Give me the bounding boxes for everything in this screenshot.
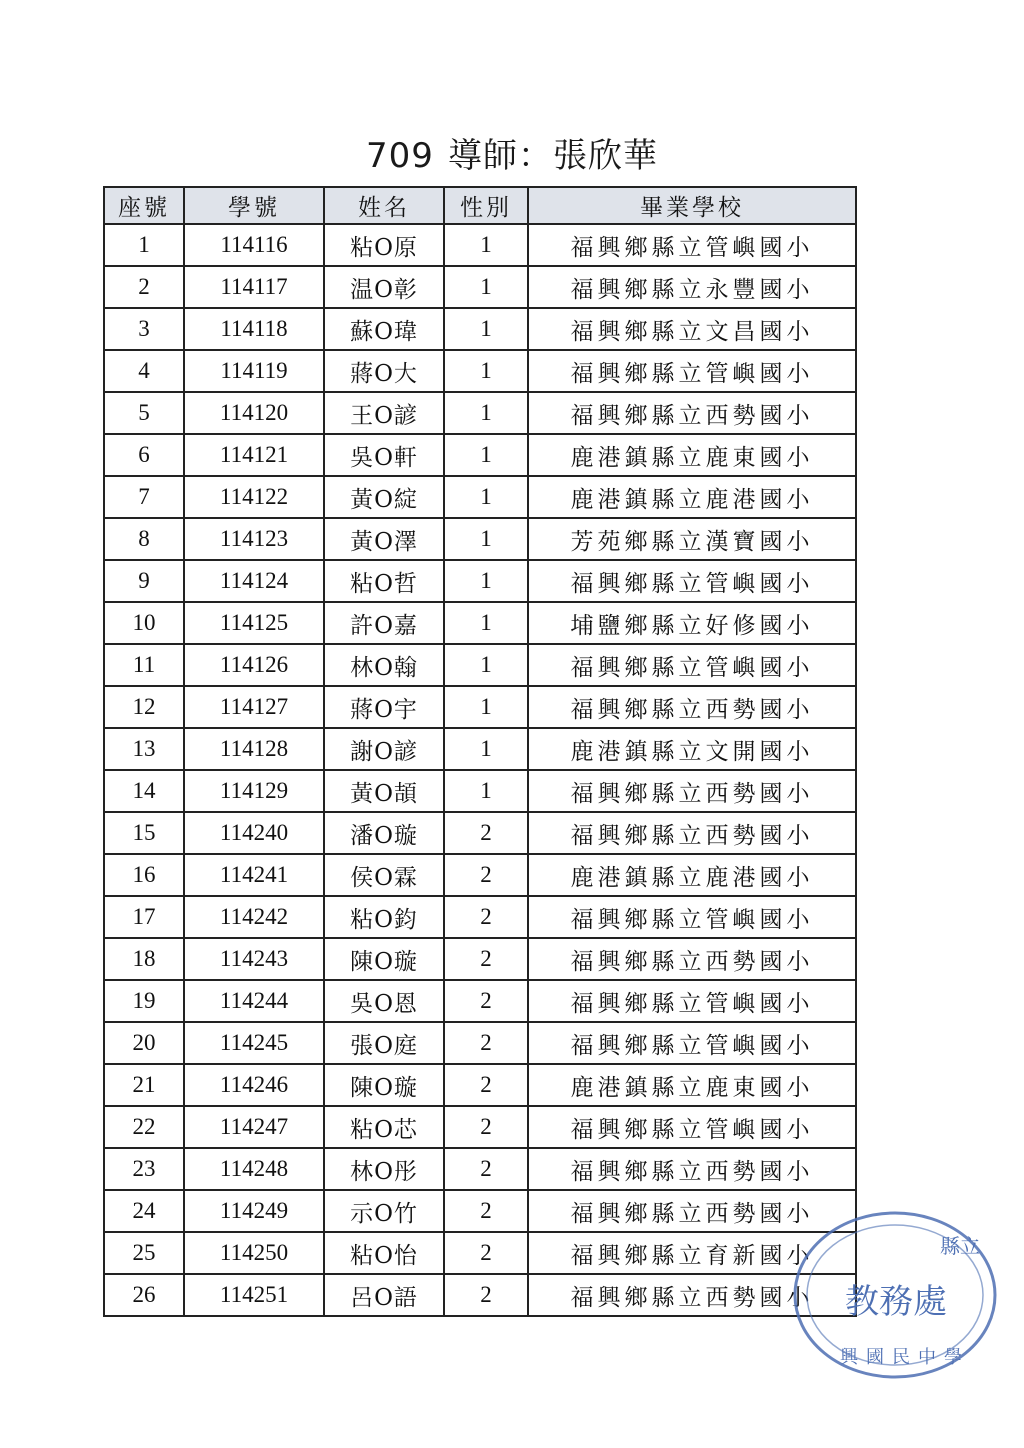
seat-number-cell: 1 (104, 224, 184, 266)
table-row (104, 560, 856, 602)
seat-number-cell: 7 (104, 476, 184, 518)
seat-number-cell: 6 (104, 434, 184, 476)
student-name-cell: 王O諺 (324, 392, 444, 434)
stamp-ring-text: 興國民中學 (840, 1347, 970, 1368)
seat-number-cell: 14 (104, 770, 184, 812)
seat-number-cell: 22 (104, 1106, 184, 1148)
table-row (104, 1106, 856, 1148)
table-row (104, 1064, 856, 1106)
seat-number-cell: 16 (104, 854, 184, 896)
gender-cell: 1 (444, 224, 528, 266)
column-header-gender: 性別 (444, 187, 528, 224)
graduated-school-cell: 福興鄉縣立管嶼國小 (528, 350, 856, 392)
seat-number-cell: 5 (104, 392, 184, 434)
student-id-cell: 114123 (184, 518, 324, 560)
table-row (104, 1148, 856, 1190)
stamp-office-text: 教務處 (845, 1282, 947, 1322)
seat-number-cell: 13 (104, 728, 184, 770)
student-name-cell: 蔣O大 (324, 350, 444, 392)
graduated-school-cell: 鹿港鎮縣立鹿東國小 (528, 434, 856, 476)
gender-cell: 1 (444, 308, 528, 350)
student-name-cell: 粘O鈞 (324, 896, 444, 938)
student-name-cell: 粘O怡 (324, 1232, 444, 1274)
graduated-school-cell: 鹿港鎮縣立鹿東國小 (528, 1064, 856, 1106)
gender-cell: 2 (444, 1190, 528, 1232)
table-row (104, 770, 856, 812)
graduated-school-cell: 芳苑鄉縣立漢寶國小 (528, 518, 856, 560)
seat-number-cell: 3 (104, 308, 184, 350)
teacher-label: 導師： (447, 136, 553, 176)
student-name-cell: 林O翰 (324, 644, 444, 686)
graduated-school-cell: 福興鄉縣立管嶼國小 (528, 980, 856, 1022)
graduated-school-cell: 福興鄉縣立育新國小 (528, 1232, 856, 1274)
seat-number-cell: 4 (104, 350, 184, 392)
table-row (104, 980, 856, 1022)
student-name-cell: 張O庭 (324, 1022, 444, 1064)
student-id-cell: 114125 (184, 602, 324, 644)
graduated-school-cell: 福興鄉縣立西勢國小 (528, 812, 856, 854)
student-name-cell: 潘O璇 (324, 812, 444, 854)
graduated-school-cell: 福興鄉縣立西勢國小 (528, 770, 856, 812)
gender-cell: 1 (444, 434, 528, 476)
seat-number-cell: 20 (104, 1022, 184, 1064)
table-row (104, 644, 856, 686)
gender-cell: 2 (444, 1106, 528, 1148)
student-id-cell: 114248 (184, 1148, 324, 1190)
gender-cell: 1 (444, 476, 528, 518)
table-row (104, 476, 856, 518)
seat-number-cell: 15 (104, 812, 184, 854)
student-id-cell: 114122 (184, 476, 324, 518)
school-seal-stamp (790, 1205, 1000, 1383)
gender-cell: 2 (444, 812, 528, 854)
seat-number-cell: 21 (104, 1064, 184, 1106)
table-row (104, 308, 856, 350)
table-row (104, 938, 856, 980)
graduated-school-cell: 福興鄉縣立西勢國小 (528, 1190, 856, 1232)
table-row (104, 686, 856, 728)
student-id-cell: 114246 (184, 1064, 324, 1106)
table-body (104, 224, 856, 1316)
teacher-name: 張欣華 (552, 136, 658, 176)
table-row (104, 434, 856, 476)
graduated-school-cell: 埔鹽鄉縣立好修國小 (528, 602, 856, 644)
graduated-school-cell: 福興鄉縣立管嶼國小 (528, 560, 856, 602)
gender-cell: 1 (444, 350, 528, 392)
student-id-cell: 114240 (184, 812, 324, 854)
graduated-school-cell: 福興鄉縣立西勢國小 (528, 938, 856, 980)
graduated-school-cell: 福興鄉縣立永豐國小 (528, 266, 856, 308)
table-row (104, 518, 856, 560)
table-row (104, 392, 856, 434)
student-id-cell: 114127 (184, 686, 324, 728)
stamp-top-text: 縣立 (940, 1234, 980, 1258)
table-row (104, 1022, 856, 1064)
student-id-cell: 114116 (184, 224, 324, 266)
seat-number-cell: 25 (104, 1232, 184, 1274)
gender-cell: 2 (444, 854, 528, 896)
table-row (104, 728, 856, 770)
table-header-row (104, 187, 856, 224)
graduated-school-cell: 福興鄉縣立西勢國小 (528, 1274, 856, 1316)
student-name-cell: 呂O語 (324, 1274, 444, 1316)
table-row (104, 350, 856, 392)
gender-cell: 1 (444, 560, 528, 602)
gender-cell: 1 (444, 266, 528, 308)
student-id-cell: 114120 (184, 392, 324, 434)
gender-cell: 1 (444, 602, 528, 644)
graduated-school-cell: 福興鄉縣立西勢國小 (528, 1148, 856, 1190)
student-id-cell: 114251 (184, 1274, 324, 1316)
seat-number-cell: 26 (104, 1274, 184, 1316)
table-row (104, 1190, 856, 1232)
gender-cell: 1 (444, 770, 528, 812)
column-header-name: 姓名 (324, 187, 444, 224)
gender-cell: 2 (444, 980, 528, 1022)
table-row (104, 602, 856, 644)
gender-cell: 2 (444, 1064, 528, 1106)
graduated-school-cell: 福興鄉縣立管嶼國小 (528, 1106, 856, 1148)
student-id-cell: 114118 (184, 308, 324, 350)
seat-number-cell: 10 (104, 602, 184, 644)
graduated-school-cell: 福興鄉縣立管嶼國小 (528, 224, 856, 266)
column-header-student-id: 學號 (184, 187, 324, 224)
seat-number-cell: 12 (104, 686, 184, 728)
seat-number-cell: 18 (104, 938, 184, 980)
seat-number-cell: 23 (104, 1148, 184, 1190)
table-row (104, 224, 856, 266)
student-name-cell: 黃O頡 (324, 770, 444, 812)
gender-cell: 1 (444, 686, 528, 728)
seat-number-cell: 8 (104, 518, 184, 560)
student-name-cell: 黃O澤 (324, 518, 444, 560)
student-name-cell: 侯O霖 (324, 854, 444, 896)
student-name-cell: 粘O哲 (324, 560, 444, 602)
student-id-cell: 114126 (184, 644, 324, 686)
gender-cell: 2 (444, 938, 528, 980)
gender-cell: 2 (444, 896, 528, 938)
student-id-cell: 114247 (184, 1106, 324, 1148)
class-number: 709 (366, 136, 434, 176)
table-row (104, 854, 856, 896)
gender-cell: 2 (444, 1148, 528, 1190)
graduated-school-cell: 福興鄉縣立西勢國小 (528, 686, 856, 728)
student-roster-table (103, 186, 857, 1317)
gender-cell: 1 (444, 518, 528, 560)
table-row (104, 896, 856, 938)
seat-number-cell: 19 (104, 980, 184, 1022)
student-name-cell: 温O彰 (324, 266, 444, 308)
gender-cell: 1 (444, 644, 528, 686)
table-row (104, 1232, 856, 1274)
seat-number-cell: 11 (104, 644, 184, 686)
table-row (104, 266, 856, 308)
student-id-cell: 114249 (184, 1190, 324, 1232)
seat-number-cell: 24 (104, 1190, 184, 1232)
graduated-school-cell: 鹿港鎮縣立鹿港國小 (528, 476, 856, 518)
student-name-cell: 粘O原 (324, 224, 444, 266)
student-name-cell: 陳O璇 (324, 1064, 444, 1106)
graduated-school-cell: 福興鄉縣立西勢國小 (528, 392, 856, 434)
student-id-cell: 114119 (184, 350, 324, 392)
student-id-cell: 114129 (184, 770, 324, 812)
column-header-school: 畢業學校 (528, 187, 856, 224)
graduated-school-cell: 福興鄉縣立管嶼國小 (528, 1022, 856, 1064)
student-id-cell: 114128 (184, 728, 324, 770)
graduated-school-cell: 鹿港鎮縣立鹿港國小 (528, 854, 856, 896)
page-title (0, 128, 1024, 177)
graduated-school-cell: 福興鄉縣立管嶼國小 (528, 644, 856, 686)
student-name-cell: 許O嘉 (324, 602, 444, 644)
student-name-cell: 林O彤 (324, 1148, 444, 1190)
student-id-cell: 114121 (184, 434, 324, 476)
seat-number-cell: 17 (104, 896, 184, 938)
student-id-cell: 114245 (184, 1022, 324, 1064)
graduated-school-cell: 福興鄉縣立管嶼國小 (528, 896, 856, 938)
student-id-cell: 114243 (184, 938, 324, 980)
graduated-school-cell: 福興鄉縣立文昌國小 (528, 308, 856, 350)
student-name-cell: 黃O綻 (324, 476, 444, 518)
student-name-cell: 陳O璇 (324, 938, 444, 980)
student-id-cell: 114124 (184, 560, 324, 602)
gender-cell: 2 (444, 1232, 528, 1274)
student-name-cell: 蘇O瑋 (324, 308, 444, 350)
student-id-cell: 114242 (184, 896, 324, 938)
student-name-cell: 蔣O宇 (324, 686, 444, 728)
student-id-cell: 114241 (184, 854, 324, 896)
seat-number-cell: 9 (104, 560, 184, 602)
student-name-cell: 粘O芯 (324, 1106, 444, 1148)
student-name-cell: 吳O恩 (324, 980, 444, 1022)
seat-number-cell: 2 (104, 266, 184, 308)
table-row (104, 812, 856, 854)
gender-cell: 1 (444, 392, 528, 434)
student-id-cell: 114117 (184, 266, 324, 308)
student-id-cell: 114250 (184, 1232, 324, 1274)
student-name-cell: 示O竹 (324, 1190, 444, 1232)
gender-cell: 1 (444, 728, 528, 770)
student-name-cell: 謝O諺 (324, 728, 444, 770)
student-name-cell: 吳O軒 (324, 434, 444, 476)
student-id-cell: 114244 (184, 980, 324, 1022)
graduated-school-cell: 鹿港鎮縣立文開國小 (528, 728, 856, 770)
gender-cell: 2 (444, 1274, 528, 1316)
gender-cell: 2 (444, 1022, 528, 1064)
table-row (104, 1274, 856, 1316)
column-header-seat: 座號 (104, 187, 184, 224)
